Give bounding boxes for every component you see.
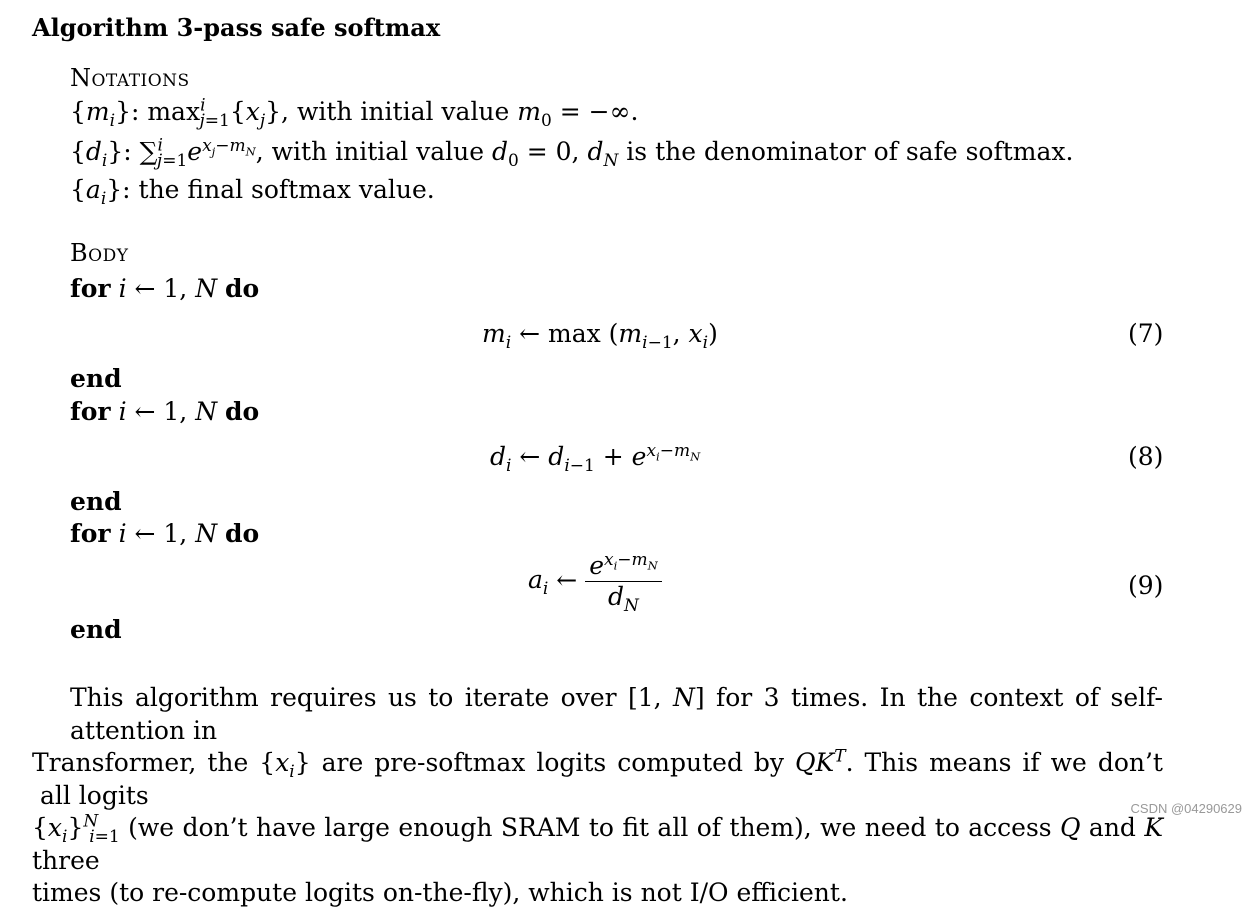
body-heading: Body [70,239,129,267]
equation-9-fraction: $\frac{e^{x_i-m_N}}{d_N}$ [585,552,662,612]
loop1-for: for i ← 1, N do [70,274,260,303]
notation-d-tail: is the denominator of safe softmax. [618,137,1074,166]
notation-d: $\{d_i\}$: $\sum^i_{j=1}e^{x_j-m_N}$, with initial value $d_0 = 0$, $d_N$ is the denominator of safe softmax. [70,135,1074,171]
loop2-end: end [70,487,122,516]
loop2-for: for i ← 1, N do [70,397,260,426]
loop3-for: for i ← 1, N do [70,519,260,548]
paragraph-line-1: This algorithm requires us to iterate over [1, N] for 3 times. In the context of self-attention in [70,683,1163,745]
watermark: CSDN @04290629 [1130,801,1242,816]
paragraph-line-2: Transformer, the $\{x_i\}$ are pre-softmax logits computed by $QK^T$. This means if we don’t all logits [32,746,1163,810]
notation-m: $\{m_i\}$: $\max^i_{j=1}\{x_j\}$, with initial value $m_0$ = −∞. [70,95,639,131]
loop1-end: end [70,364,122,393]
equation-8: $d_i$ ← $d_{i-1} + e^{x_i-m_N}$ [490,440,701,476]
equation-7-number: (7) [1128,319,1164,348]
notation-a-text: : the final softmax value. [122,175,435,204]
loop3-end: end [70,615,122,644]
equation-9: $a_i$ ← $\frac{e^{x_i-m_N}}{d_N}$ [528,552,662,612]
equation-8-number: (8) [1128,442,1164,471]
notation-a: $\{a_i\}$: the final softmax value. [70,175,435,209]
notations-heading: Notations [70,64,190,92]
equation-7: $m_i$ ← $\max (m_{i-1}$, $x_i$) [482,319,718,353]
equation-9-number: (9) [1128,571,1164,600]
algorithm-title: Algorithm 3-pass safe softmax [32,13,441,42]
paragraph-line-4: times (to re-compute logits on-the-fly), which is not I/O efficient. [32,878,848,907]
explanation-paragraph [32,682,1163,910]
paragraph-line-3: $\{x_i\}^N_{i=1}$ (we don’t have large enough SRAM to fit all of them), we need to access Q and K three [32,811,1163,875]
